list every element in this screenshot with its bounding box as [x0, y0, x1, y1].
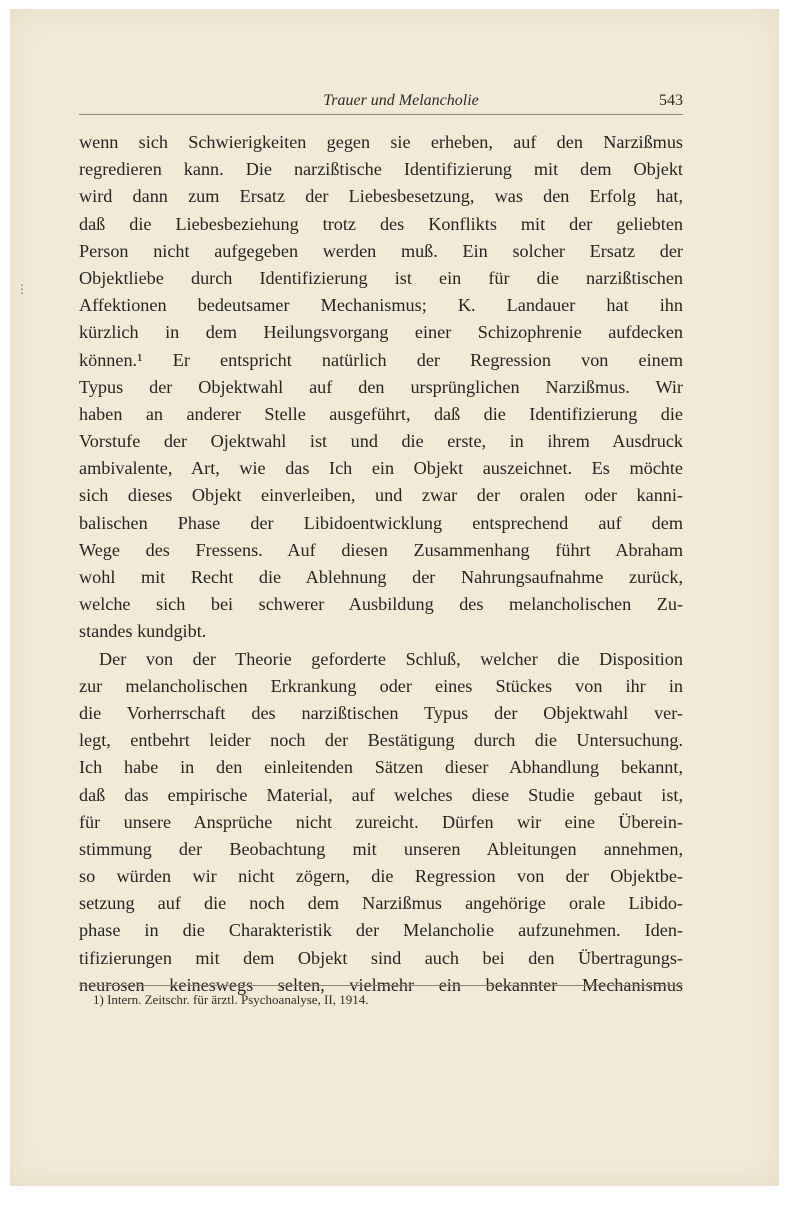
- text-line: für unsere Ansprüche nicht zureicht. Dürfen wir eine Überein-: [79, 811, 683, 832]
- text-line: so würden wir nicht zögern, die Regression von der Objektbe-: [79, 866, 683, 887]
- text-line: welche sich bei schwerer Ausbildung des melancholischen Zu-: [79, 594, 683, 615]
- footnote: 1) Intern. Zeitschr. für ärztl. Psychoanalyse, II, 1914.: [93, 992, 369, 1007]
- text-line: legt, entbehrt leider noch der Bestätigung durch die Untersuchung.: [79, 730, 683, 751]
- text-line: können.¹ Er entspricht natürlich der Regression von einem: [79, 349, 683, 370]
- text-line: wenn sich Schwierigkeiten gegen sie erheben, auf den Narzißmus: [79, 132, 683, 152]
- text-line: haben an anderer Stelle ausgeführt, daß die Identifizierung die: [79, 403, 683, 424]
- text-line: setzung auf die noch dem Narzißmus angehörige orale Libido-: [79, 893, 683, 914]
- text-line: balischen Phase der Libidoentwicklung entsprechend auf dem: [79, 512, 683, 533]
- text-line: Person nicht aufgegeben werden muß. Ein solcher Ersatz der: [79, 240, 683, 261]
- text-line: Affektionen bedeutsamer Mechanismus; K. Landauer hat ihn: [79, 295, 683, 316]
- text-line: Vorstufe der Ojektwahl ist und die erste, in ihrem Ausdruck: [79, 431, 683, 452]
- text-line: tifizierungen mit dem Objekt sind auch bei den Übertragungs-: [79, 947, 683, 968]
- text-line: kürzlich in dem Heilungsvorgang einer Schizophrenie aufdecken: [79, 322, 683, 343]
- paragraph-last-line: standes kundgibt.: [79, 621, 207, 642]
- text-line: Wege des Fressens. Auf diesen Zusammenhang führt Abraham: [79, 539, 683, 560]
- text-line: Ich habe in den einleitenden Sätzen dieser Abhandlung bekannt,: [79, 757, 683, 778]
- running-title: Trauer und Melancholie: [323, 92, 479, 109]
- text-line: sich dieses Objekt einverleiben, und zwar der oralen oder kanni-: [79, 485, 683, 506]
- running-header: [79, 88, 683, 115]
- text-line: daß das empirische Material, auf welches diese Studie gebaut ist,: [79, 784, 683, 805]
- text-line: wird dann zum Ersatz der Liebesbesetzung, was den Erfolg hat,: [79, 186, 683, 207]
- text-line: stimmung der Beobachtung mit unseren Ableitungen annehmen,: [79, 838, 683, 859]
- text-line: wohl mit Recht die Ablehnung der Nahrungsaufnahme zurück,: [79, 567, 683, 587]
- text-line: Typus der Objektwahl auf den ursprünglichen Narzißmus. Wir: [79, 376, 683, 397]
- text-line: ambivalente, Art, wie das Ich ein Objekt auszeichnet. Es möchte: [79, 458, 683, 479]
- text-line: neurosen keineswegs selten, vielmehr ein bekannter Mechanismus: [79, 974, 683, 995]
- text-line: daß die Liebesbeziehung trotz des Konflikts mit der geliebten: [79, 213, 683, 234]
- body-text: [79, 129, 683, 999]
- text-line: Objektliebe durch Identifizierung ist ein für die narzißtischen: [79, 267, 683, 288]
- page-number: 543: [659, 92, 683, 109]
- margin-mark: ⋮: [16, 282, 28, 296]
- text-line: regredieren kann. Die narzißtische Identifizierung mit dem Objekt: [79, 159, 683, 180]
- footnote-divider: [79, 985, 683, 986]
- text-line: zur melancholischen Erkrankung oder eines Stückes von ihr in: [79, 675, 683, 696]
- paragraph-first-line: Der von der Theorie geforderte Schluß, welcher die Disposition: [99, 648, 683, 669]
- text-line: phase in die Charakteristik der Melancholie aufzunehmen. Iden-: [79, 920, 683, 941]
- text-line: die Vorherrschaft des narzißtischen Typus der Objektwahl ver-: [79, 702, 683, 723]
